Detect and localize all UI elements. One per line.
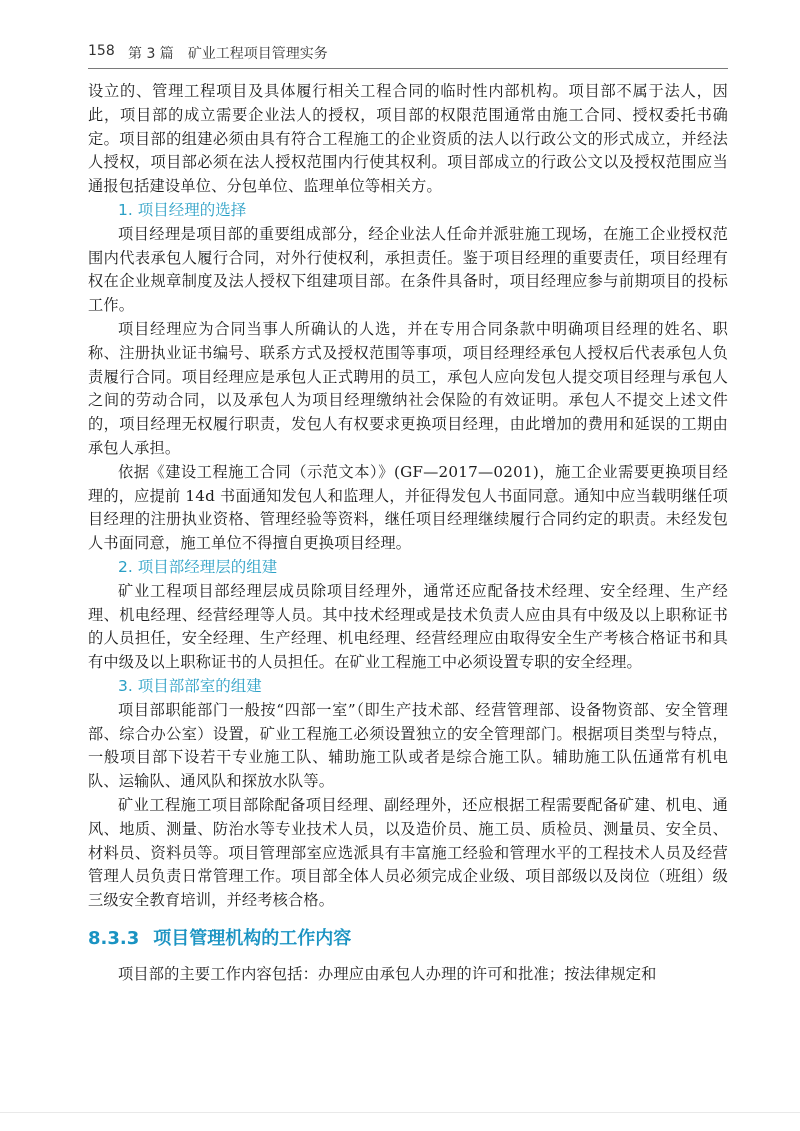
section-number: 8.3.3	[88, 927, 140, 949]
page-number: 158	[88, 43, 115, 59]
paragraph: 项目经理应为合同当事人所确认的人选，并在专用合同条款中明确项目经理的姓名、职称、注册执业证书编号、联系方式及授权范围等事项，项目经理经承包人授权后代表承包人负责履行合同。项目经理应是承包人正式聘用的员工，承包人应向发包人提交项目经理与承包人之间的劳动合同，以及承包人为项目经理缴纳社会保险的有效证明。承包人不提交上述文件的，项目经理无权履行职责，发包人有权要求更换项目经理，由此增加的费用和延误的工期由承包人承担。	[88, 319, 728, 457]
paragraph: 依据《建设工程施工合同（示范文本）》(GF—2017—0201)，施工企业需要更换项目经理的，应提前 14d 书面通知发包人和监理人，并征得发包人书面同意。通知中应当载明继任项目经理的注册执业资格、管理经验等资料，继任项目经理继续履行合同约定的职责。未经发包人书面同意，施工单位不得擅自更换项目经理。	[88, 462, 728, 553]
page-bottom-edge	[0, 1112, 800, 1113]
book-title: 矿业工程项目管理实务	[187, 46, 328, 62]
running-header	[88, 43, 728, 69]
paragraph: 矿业工程施工项目部除配备项目经理、副经理外，还应根据工程需要配备矿建、机电、通风、地质、测量、防治水等专业技术人员，以及造价员、施工员、质检员、测量员、安全员、材料员、资料员等。项目管理部室应选派具有丰富施工经验和管理水平的工程技术人员及经营管理人员负责日常管理工作。项目部全体人员必须完成企业级、项目部级以及岗位（班组）级三级安全教育培训，并经考核合格。	[88, 795, 728, 910]
paragraph: 项目部职能部门一般按“四部一室”（即生产技术部、经营管理部、设备物资部、安全管理部、综合办公室）设置，矿业工程施工必须设置独立的安全管理部门。根据项目类型与特点，一般项目部下设若干专业施工队、辅助施工队或者是综合施工队。辅助施工队伍通常有机电队、运输队、通风队和探放水队等。	[88, 700, 728, 791]
page-body	[88, 80, 728, 987]
subheading-project-manager-selection: 1. 项目经理的选择	[118, 200, 247, 219]
subheading-manager-layer: 2. 项目部经理层的组建	[118, 557, 278, 576]
section-heading	[88, 926, 728, 952]
paragraph: 项目部的主要工作内容包括：办理应由承包人办理的许可和批准；按法律规定和	[118, 964, 657, 983]
section-title: 项目管理机构的工作内容	[153, 927, 352, 949]
paragraph: 矿业工程项目部经理层成员除项目经理外，通常还应配备技术经理、安全经理、生产经理、机电经理、经营经理等人员。其中技术经理或是技术负责人应由具有中级及以上职称证书的人员担任，安全经理、生产经理、机电经理、经营经理应由取得安全生产考核合格证书和具有中级及以上职称证书的人员担任。在矿业工程施工中必须设置专职的安全经理。	[88, 581, 728, 672]
part-label: 第 3 篇	[128, 46, 174, 62]
header-rule	[88, 68, 728, 69]
paragraph-continued: 设立的、管理工程项目及具体履行相关工程合同的临时性内部机构。项目部不属于法人，因此，项目部的成立需要企业法人的授权，项目部的权限范围通常由施工合同、授权委托书确定。项目部的组建必须由具有符合工程施工的企业资质的法人以行政公文的形式成立，并经法人授权，项目部必须在法人授权范围内行使其权利。项目部成立的行政公文以及授权范围应当通报包括建设单位、分包单位、监理单位等相关方。	[88, 82, 728, 196]
paragraph: 项目经理是项目部的重要组成部分，经企业法人任命并派驻施工现场，在施工企业授权范围内代表承包人履行合同，对外行使权利，承担责任。鉴于项目经理的重要责任，项目经理有权在企业规章制度及法人授权下组建项目部。在条件具备时，项目经理应参与前期项目的投标工作。	[88, 224, 728, 315]
subheading-department-setup: 3. 项目部部室的组建	[118, 676, 262, 695]
